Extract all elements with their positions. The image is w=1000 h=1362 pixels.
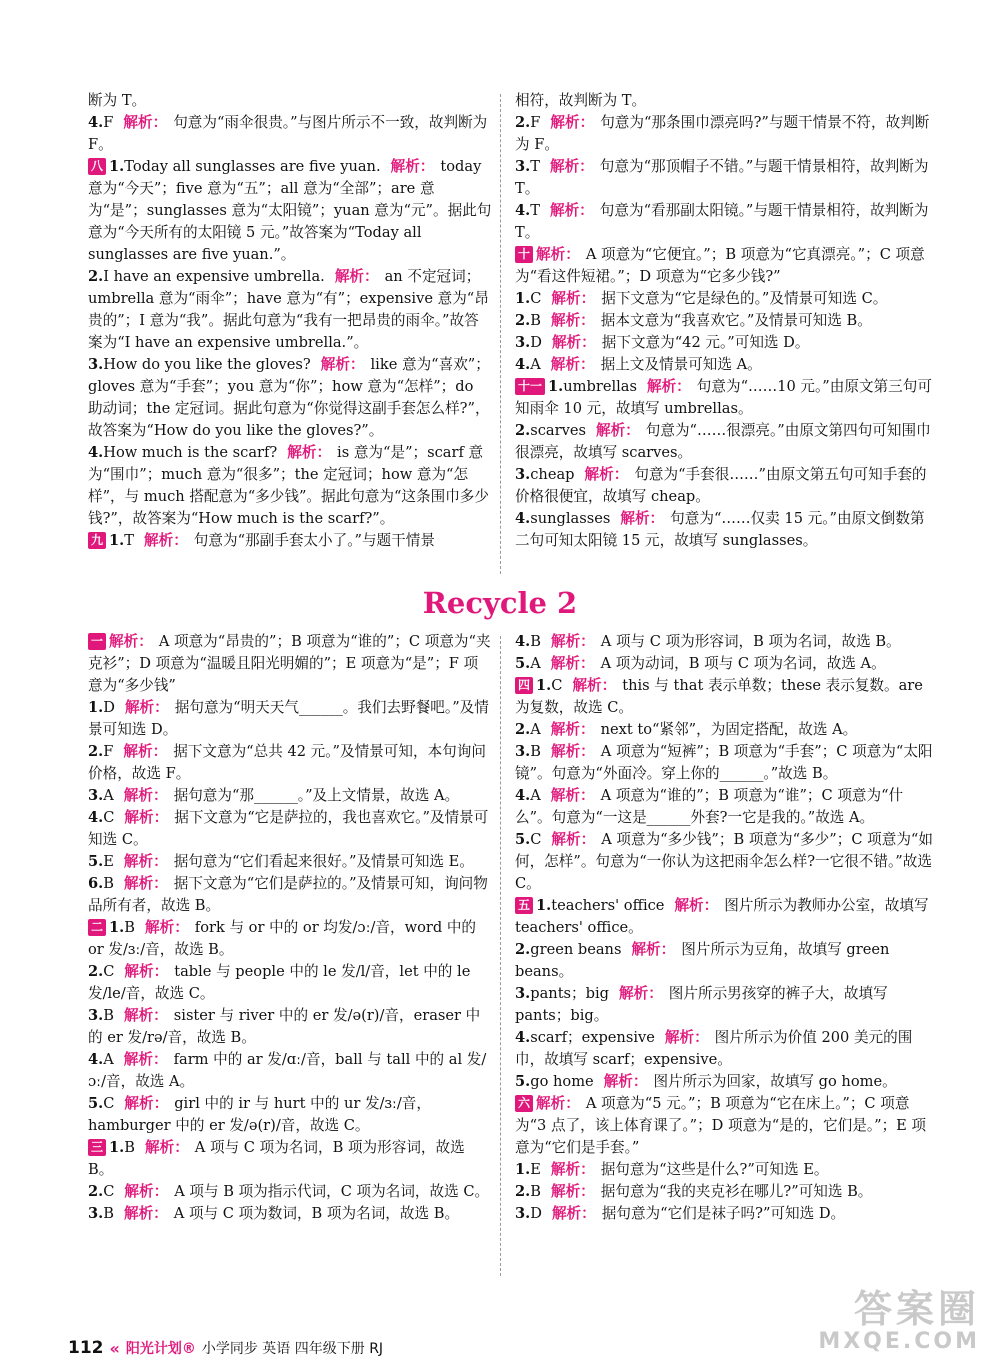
analysis-text: 据句意为“它们看起来很好。”及情景可知选 E。 xyxy=(173,853,474,870)
item-number: 2. xyxy=(515,721,531,738)
analysis-label: 解析： xyxy=(320,356,365,373)
analysis-text: 据下文意为“42 元。”可知选 D。 xyxy=(601,334,810,351)
answer-entry xyxy=(88,1093,492,1137)
analysis-text: 据句意为“那______。”及上文情景，故选 A。 xyxy=(173,787,460,804)
analysis-text: 图片所示为价值 200 美元的围巾，故填写 scarf；expensive。 xyxy=(515,1029,913,1068)
item-number: 1. xyxy=(515,290,531,307)
analysis-label: 解析： xyxy=(550,1183,595,1200)
analysis-text: A 项为动词，B 项与 C 项为名词，故选 A。 xyxy=(600,655,886,672)
item-number: 5. xyxy=(515,831,531,848)
answer-entry xyxy=(88,442,492,530)
item-number: 1. xyxy=(109,919,125,936)
question-group-badge: 九 xyxy=(88,532,106,549)
analysis-label: 解析： xyxy=(631,941,676,958)
answer-entry xyxy=(515,156,935,200)
answer-text: F xyxy=(103,743,114,760)
analysis-label: 解析： xyxy=(123,743,168,760)
answer-entry xyxy=(515,1181,935,1203)
item-number: 3. xyxy=(88,787,104,804)
answer-entry xyxy=(88,873,492,917)
analysis-text: A 项与 C 项为名词，B 项为形容词，故选 B。 xyxy=(88,1139,465,1178)
analysis-text: A 项意为“多少钱”；B 项意为“多少”；C 项意为“如何，怎样”。句意为“一你认为这把雨伞怎么样?一它很不错。”故选 C。 xyxy=(515,831,933,892)
analysis-text: 句意为“手套很……”由原文第五句可知手套的价格很便宜，故填写 cheap。 xyxy=(515,466,927,505)
answer-text: E xyxy=(103,853,114,870)
analysis-label: 解析： xyxy=(124,699,169,716)
analysis-label: 解析： xyxy=(145,1139,189,1156)
answer-entry xyxy=(515,464,935,508)
item-number: 4. xyxy=(88,444,104,461)
answer-text: A xyxy=(530,721,541,738)
analysis-text: 句意为“那顶帽子不错。”与题干情景相符，故判断为 T。 xyxy=(515,158,929,197)
analysis-label: 解析： xyxy=(550,655,595,672)
section-heading: Recycle 2 xyxy=(422,586,578,620)
analysis-label: 解析： xyxy=(536,246,580,263)
analysis-text: table 与 people 中的 le 发/l/音，let 中的 le 发/le/音，故选 C。 xyxy=(88,963,471,1002)
answer-text: sunglasses xyxy=(530,510,611,527)
answer-text: go home xyxy=(530,1073,594,1090)
analysis-label: 解析： xyxy=(620,510,665,527)
answer-text: C xyxy=(530,831,542,848)
analysis-text: 据本文意为“我喜欢它。”及情景可知选 B。 xyxy=(600,312,872,329)
item-number: 4. xyxy=(88,1051,104,1068)
answer-entry xyxy=(88,354,492,442)
answer-text: C xyxy=(530,290,542,307)
analysis-text: an 不定冠词；umbrella 意为“雨伞”；have 意为“有”；expensive 意为“昂贵的”；I 意为“我”。据此句意为“我有一把昂贵的雨伞。”故答案为“I have an expensive umbrella.”。 xyxy=(88,268,489,351)
answer-text: C xyxy=(103,963,115,980)
column-divider-top xyxy=(500,94,501,574)
answer-entry xyxy=(515,741,935,785)
answer-entry xyxy=(515,332,935,354)
answer-entry xyxy=(515,653,935,675)
analysis-label: 解析： xyxy=(390,158,435,175)
answer-entry xyxy=(88,961,492,1005)
answer-entry xyxy=(88,631,492,697)
answer-text: A xyxy=(103,787,114,804)
analysis-text: 句意为“……10 元。”由原文第三句可知雨伞 10 元，故填写 umbrellas。 xyxy=(515,378,932,417)
answer-entry xyxy=(88,1181,492,1203)
item-number: 1. xyxy=(109,158,125,175)
analysis-text: 据下文意为“总共 42 元。”及情景可知，本句询问价格，故选 F。 xyxy=(88,743,486,782)
analysis-label: 解析： xyxy=(584,466,629,483)
answer-entry xyxy=(88,1203,492,1225)
analysis-label: 解析： xyxy=(123,1051,168,1068)
answer-text: B xyxy=(530,743,541,760)
analysis-text: 句意为“那条围巾漂亮吗?”与题干情景不符，故判断为 F。 xyxy=(515,114,930,153)
analysis-label: 解析： xyxy=(124,1183,169,1200)
bottom-left-column xyxy=(88,631,492,1225)
answer-entry xyxy=(88,851,492,873)
analysis-label: 解析： xyxy=(550,787,595,804)
analysis-text: 据句意为“它们是袜子吗?”可知选 D。 xyxy=(601,1205,846,1222)
series-info: 小学同步 英语 四年级下册 RJ xyxy=(201,1341,384,1357)
analysis-label: 解析： xyxy=(646,378,691,395)
analysis-text: A 项与 C 项为形容词，B 项为名词，故选 B。 xyxy=(600,633,901,650)
analysis-label: 解析： xyxy=(549,158,594,175)
analysis-label: 解析： xyxy=(124,1095,169,1112)
answer-text: I have an expensive umbrella. xyxy=(103,268,325,285)
analysis-label: 解析： xyxy=(145,919,189,936)
answer-entry xyxy=(515,719,935,741)
question-group-badge: 八 xyxy=(88,158,106,175)
item-number: 1. xyxy=(536,677,552,694)
analysis-label: 解析： xyxy=(550,721,595,738)
answer-entry xyxy=(88,807,492,851)
item-number: 1. xyxy=(88,699,104,716)
item-number: 3. xyxy=(515,158,531,175)
item-number: 2. xyxy=(515,1183,531,1200)
answer-entry xyxy=(515,376,935,420)
answer-text: A xyxy=(530,655,541,672)
answer-entry xyxy=(515,829,935,895)
answer-text: T xyxy=(530,158,540,175)
question-group-badge: 十一 xyxy=(515,378,545,395)
item-number: 5. xyxy=(88,853,104,870)
analysis-text: 据下文意为“它们是萨拉的。”及情景可知，询问物品所有者，故选 B。 xyxy=(88,875,488,914)
answer-text: B xyxy=(124,919,135,936)
analysis-label: 解析： xyxy=(550,633,595,650)
answer-text: B xyxy=(103,1007,114,1024)
answer-text: cheap xyxy=(530,466,575,483)
answer-entry xyxy=(88,266,492,354)
answer-text: T xyxy=(124,532,134,549)
item-number: 2. xyxy=(515,422,531,439)
answer-text: A xyxy=(103,1051,114,1068)
item-number: 3. xyxy=(515,985,531,1002)
answer-entry xyxy=(515,939,935,983)
item-number: 4. xyxy=(515,633,531,650)
analysis-label: 解析： xyxy=(123,875,168,892)
analysis-text: 断为 T。 xyxy=(88,92,147,109)
analysis-label: 解析： xyxy=(572,677,617,694)
item-number: 2. xyxy=(515,312,531,329)
item-number: 6. xyxy=(88,875,104,892)
analysis-text: 图片所示男孩穿的裤子大，故填写 pants；big。 xyxy=(515,985,888,1024)
analysis-text: A 项与 B 项为指示代词，C 项为名词，故选 C。 xyxy=(174,1183,490,1200)
analysis-label: 解析： xyxy=(550,1161,595,1178)
question-group-badge: 十 xyxy=(515,246,533,263)
answer-entry xyxy=(515,895,935,939)
answer-text: F xyxy=(530,114,541,131)
analysis-text: 图片所示为教师办公室，故填写 teachers' office。 xyxy=(515,897,929,936)
analysis-text: 句意为“……仅卖 15 元。”由原文倒数第二句可知太阳镜 15 元，故填写 sunglasses。 xyxy=(515,510,925,549)
answer-text: D xyxy=(103,699,115,716)
analysis-text: farm 中的 ar 发/ɑː/音，ball 与 tall 中的 al 发/ɔː/音，故选 A。 xyxy=(88,1051,487,1090)
analysis-text: 句意为“……很漂亮。”由原文第四句可知围巾很漂亮，故填写 scarves。 xyxy=(515,422,931,461)
question-group-badge: 二 xyxy=(88,919,106,936)
analysis-text: 图片所示为回家，故填写 go home。 xyxy=(653,1073,897,1090)
item-number: 5. xyxy=(88,1095,104,1112)
answer-text: teachers' office xyxy=(551,897,665,914)
analysis-text: 图片所示为豆角，故填写 green beans。 xyxy=(515,941,890,980)
analysis-label: 解析： xyxy=(550,312,595,329)
answer-entry xyxy=(515,354,935,376)
analysis-text: 据上文及情景可知选 A。 xyxy=(600,356,762,373)
answer-entry xyxy=(88,530,492,552)
analysis-text: A 项意为“它便宜。”；B 项意为“它真漂亮。”；C 项意为“看这件短裙。”；D 项意为“它多少钱?” xyxy=(515,246,925,285)
answer-text: D xyxy=(530,1205,542,1222)
watermark-en: MXQE.COM xyxy=(818,1329,980,1354)
item-number: 4. xyxy=(515,510,531,527)
analysis-label: 解析： xyxy=(144,532,188,549)
answer-text: C xyxy=(103,1183,115,1200)
question-group-badge: 五 xyxy=(515,897,533,914)
question-group-badge: 三 xyxy=(88,1139,106,1156)
analysis-text: A 项意为“谁的”；B 项意为“谁”；C 项意为“什么”。句意为“一这是______外套?一它是我的。”故选 A。 xyxy=(515,787,904,826)
answer-entry xyxy=(88,112,492,156)
analysis-label: 解析： xyxy=(664,1029,709,1046)
page-footer xyxy=(68,1338,383,1358)
analysis-label: 解析： xyxy=(550,356,595,373)
analysis-text: 句意为“看那副太阳镜。”与题干情景相符，故判断为 T。 xyxy=(515,202,929,241)
answer-text: C xyxy=(103,809,115,826)
item-number: 4. xyxy=(88,114,104,131)
answer-entry xyxy=(88,1005,492,1049)
top-left-column xyxy=(88,90,492,552)
brand-name: 阳光计划® xyxy=(125,1341,196,1357)
answer-entry xyxy=(88,697,492,741)
analysis-label: 解析： xyxy=(334,268,379,285)
answer-text: B xyxy=(530,1183,541,1200)
item-number: 2. xyxy=(515,114,531,131)
analysis-text: this 与 that 表示单数；these 表示复数。are 为复数，故选 C。 xyxy=(515,677,923,716)
answer-entry xyxy=(515,90,935,112)
answer-entry xyxy=(515,983,935,1027)
answer-entry xyxy=(515,288,935,310)
item-number: 1. xyxy=(109,532,125,549)
analysis-label: 解析： xyxy=(123,1007,168,1024)
answer-entry xyxy=(515,420,935,464)
item-number: 5. xyxy=(515,1073,531,1090)
answer-text: F xyxy=(103,114,114,131)
answer-text: green beans xyxy=(530,941,622,958)
answer-entry xyxy=(88,90,492,112)
item-number: 3. xyxy=(88,1205,104,1222)
answer-entry xyxy=(88,1137,492,1181)
analysis-text: sister 与 river 中的 er 发/ə(r)/音，eraser 中的 er 发/rə/音，故选 B。 xyxy=(88,1007,481,1046)
analysis-text: 据句意为“明天天气______。我们去野餐吧。”及情景可知选 D。 xyxy=(88,699,489,738)
answer-text: A xyxy=(530,787,541,804)
item-number: 1. xyxy=(548,378,564,395)
answer-text: scarf；expensive xyxy=(530,1029,655,1046)
answer-text: umbrellas xyxy=(563,378,637,395)
answer-text: B xyxy=(103,1205,114,1222)
analysis-label: 解析： xyxy=(123,1205,168,1222)
item-number: 4. xyxy=(515,202,531,219)
answer-entry xyxy=(515,1159,935,1181)
answer-entry xyxy=(515,1071,935,1093)
item-number: 3. xyxy=(515,1205,531,1222)
answer-entry xyxy=(515,200,935,244)
analysis-text: 据下文意为“它是绿色的。”及情景可知选 C。 xyxy=(601,290,888,307)
answer-text: scarves xyxy=(530,422,586,439)
answer-text: Today all sunglasses are five yuan. xyxy=(124,158,381,175)
analysis-label: 解析： xyxy=(551,290,596,307)
analysis-text: 据句意为“我的夹克衫在哪儿?”可知选 B。 xyxy=(600,1183,873,1200)
answer-entry xyxy=(515,675,935,719)
answer-text: A xyxy=(530,356,541,373)
analysis-text: 据句意为“这些是什么?”可知选 E。 xyxy=(600,1161,829,1178)
item-number: 5. xyxy=(515,655,531,672)
answer-entry xyxy=(515,1203,935,1225)
item-number: 4. xyxy=(515,356,531,373)
item-number: 3. xyxy=(515,466,531,483)
analysis-label: 解析： xyxy=(109,633,153,650)
answer-entry xyxy=(515,631,935,653)
answer-entry xyxy=(515,1027,935,1071)
analysis-text: fork 与 or 中的 or 均发/ɔː/音，word 中的 or 发/ɜː/音，故选 B。 xyxy=(88,919,477,958)
answer-entry xyxy=(515,1093,935,1159)
analysis-label: 解析： xyxy=(551,831,596,848)
analysis-text: A 项与 C 项为数词，B 项为名词，故选 B。 xyxy=(173,1205,460,1222)
watermark xyxy=(818,1289,980,1354)
question-group-badge: 一 xyxy=(88,633,106,650)
answer-text: C xyxy=(551,677,563,694)
question-group-badge: 四 xyxy=(515,677,533,694)
item-number: 3. xyxy=(88,1007,104,1024)
analysis-label: 解析： xyxy=(674,897,719,914)
item-number: 3. xyxy=(88,356,104,373)
answer-text: B xyxy=(530,633,541,650)
analysis-label: 解析： xyxy=(536,1095,580,1112)
question-group-badge: 六 xyxy=(515,1095,533,1112)
answer-entry xyxy=(515,785,935,829)
analysis-label: 解析： xyxy=(287,444,332,461)
analysis-text: like 意为“喜欢”；gloves 意为“手套”；you 意为“你”；how 意为“怎样”；do 助动词；the 定冠词。据此句意为“你觉得这副手套怎么样?”，故答案为“How do you like the gloves?”。 xyxy=(88,356,490,439)
item-number: 3. xyxy=(515,743,531,760)
answer-text: D xyxy=(530,334,542,351)
analysis-label: 解析： xyxy=(123,114,168,131)
answer-text: B xyxy=(124,1139,135,1156)
answer-text: C xyxy=(103,1095,115,1112)
answer-entry xyxy=(88,1049,492,1093)
answer-entry xyxy=(88,156,492,266)
answer-entry xyxy=(515,112,935,156)
analysis-text: 句意为“雨伞很贵。”与图片所示不一致，故判断为 F。 xyxy=(88,114,488,153)
double-chevron-icon: « xyxy=(109,1338,120,1358)
item-number: 2. xyxy=(88,743,104,760)
page-number: 112 xyxy=(68,1338,104,1358)
item-number: 3. xyxy=(515,334,531,351)
item-number: 1. xyxy=(515,1161,531,1178)
analysis-label: 解析： xyxy=(551,334,596,351)
answer-text: B xyxy=(103,875,114,892)
analysis-label: 解析： xyxy=(124,809,169,826)
analysis-text: 相符，故判断为 T。 xyxy=(515,92,647,109)
answer-entry xyxy=(88,785,492,807)
analysis-label: 解析： xyxy=(550,743,595,760)
answer-entry xyxy=(88,741,492,785)
answer-text: How much is the scarf? xyxy=(103,444,278,461)
analysis-text: today 意为“今天”；five 意为“五”；all 意为“全部”；are 意为“是”；sunglasses 意为“太阳镜”；yuan 意为“元”。据此句意为“今天所有的太阳镜 5 元。”故答案为“Today all sunglasses are five yuan.”。 xyxy=(88,158,492,263)
item-number: 4. xyxy=(515,787,531,804)
item-number: 2. xyxy=(88,1183,104,1200)
top-right-column xyxy=(515,90,935,552)
analysis-label: 解析： xyxy=(619,985,663,1002)
analysis-text: A 项意为“短裤”；B 项意为“手套”；C 项意为“太阳镜”。句意为“外面冷。穿上你的______。”故选 B。 xyxy=(515,743,933,782)
analysis-text: 句意为“那副手套太小了。”与题干情景 xyxy=(193,532,435,549)
answer-entry xyxy=(515,508,935,552)
item-number: 4. xyxy=(515,1029,531,1046)
analysis-text: A 项意为“昂贵的”；B 项意为“谁的”；C 项意为“夹克衫”；D 项意为“温暖且阳光明媚的”；E 项意为“是”；F 项意为“多少钱” xyxy=(88,633,491,694)
answer-text: How do you like the gloves? xyxy=(103,356,311,373)
analysis-label: 解析： xyxy=(595,422,640,439)
column-divider-bottom xyxy=(500,636,501,1276)
analysis-text: next to“紧邻”，为固定搭配，故选 A。 xyxy=(600,721,858,738)
answer-entry xyxy=(515,244,935,288)
analysis-text: A 项意为“5 元。”；B 项意为“它在床上。”；C 项意为“3 点了，该上体育课了。”；D 项意为“是的，它们是。”；E 项意为“它们是手套。” xyxy=(515,1095,927,1156)
analysis-label: 解析： xyxy=(550,114,595,131)
analysis-label: 解析： xyxy=(551,1205,596,1222)
item-number: 1. xyxy=(109,1139,125,1156)
item-number: 2. xyxy=(515,941,531,958)
analysis-label: 解析： xyxy=(603,1073,648,1090)
item-number: 2. xyxy=(88,963,104,980)
analysis-text: is 意为“是”；scarf 意为“围巾”；much 意为“很多”；the 定冠词；how 意为“怎样”，与 much 搭配意为“多少钱”。据此句意为“这条围巾多少钱?”，故答案为“How much is the scarf?”。 xyxy=(88,444,489,527)
analysis-label: 解析： xyxy=(124,963,169,980)
bottom-right-column xyxy=(515,631,935,1225)
analysis-label: 解析： xyxy=(123,853,168,870)
analysis-label: 解析： xyxy=(549,202,594,219)
answer-entry xyxy=(515,310,935,332)
answer-text: pants；big xyxy=(530,985,609,1002)
watermark-cn: 答案圈 xyxy=(853,1287,980,1331)
item-number: 4. xyxy=(88,809,104,826)
analysis-text: girl 中的 ir 与 hurt 中的 ur 发/ɜː/音，hamburger 中的 er 发/ə(r)/音，故选 C。 xyxy=(88,1095,431,1134)
analysis-label: 解析： xyxy=(123,787,168,804)
answer-text: B xyxy=(530,312,541,329)
answer-entry xyxy=(88,917,492,961)
item-number: 1. xyxy=(536,897,552,914)
answer-text: T xyxy=(530,202,540,219)
analysis-text: 据下文意为“它是萨拉的，我也喜欢它。”及情景可知选 C。 xyxy=(88,809,489,848)
answer-text: E xyxy=(530,1161,541,1178)
item-number: 2. xyxy=(88,268,104,285)
